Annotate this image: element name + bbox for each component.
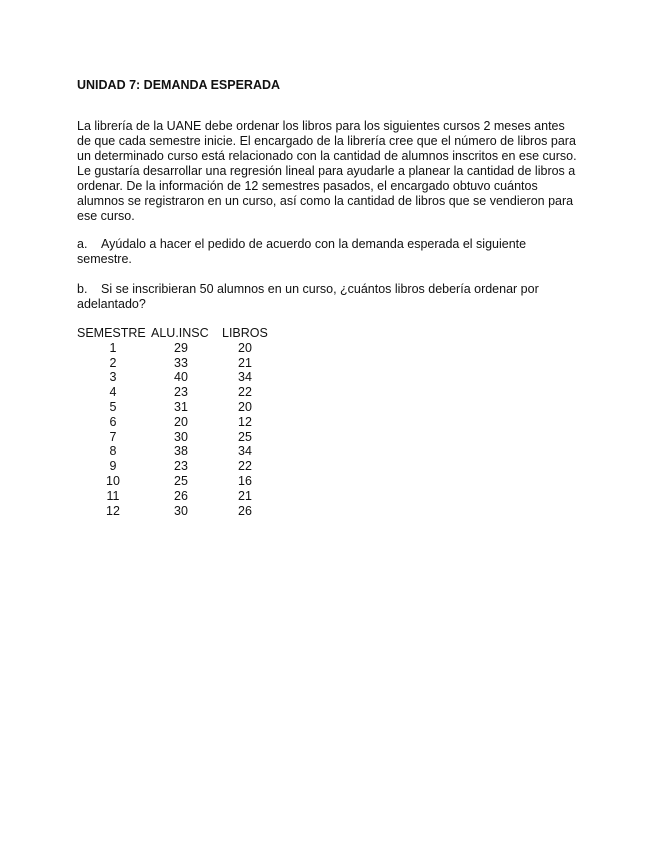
header-alumnos: ALU.INSC: [151, 326, 209, 340]
cell-semestre: 5: [109, 399, 117, 414]
header-libros: LIBROS: [222, 326, 268, 340]
cell-libros: 22: [238, 459, 252, 474]
cell-alumnos: 25: [174, 473, 188, 488]
cell-libros: 22: [238, 385, 252, 400]
cell-semestre: 3: [109, 370, 117, 385]
cell-semestre: 8: [109, 444, 117, 459]
question-b-letter: b.: [77, 282, 88, 296]
cell-semestre: 9: [109, 459, 117, 474]
cell-semestre: 6: [109, 414, 117, 429]
cell-libros: 16: [238, 473, 252, 488]
cell-libros: 21: [238, 488, 252, 503]
cell-semestre: 2: [109, 355, 117, 370]
cell-libros: 12: [238, 414, 252, 429]
cell-alumnos: 30: [174, 503, 188, 518]
cell-libros: 21: [238, 355, 252, 370]
question-a: [77, 237, 582, 267]
cell-semestre: 4: [109, 385, 117, 400]
cell-semestre: 7: [109, 429, 117, 444]
cell-alumnos: 38: [174, 444, 188, 459]
cell-semestre: 11: [106, 488, 120, 503]
cell-alumnos: 33: [174, 355, 188, 370]
cell-libros: 20: [238, 399, 252, 414]
question-a-text: Ayúdalo a hacer el pedido de acuerdo con la demanda esperada el siguiente semestre.: [77, 237, 527, 266]
question-b-text: Si se inscribieran 50 alumnos en un curso, ¿cuántos libros debería ordenar por adelantado?: [77, 282, 539, 311]
intro-paragraph: La librería de la UANE debe ordenar los libros para los siguientes cursos 2 meses antes de que cada semestre inicie. El encargado de la librería cree que el número de libros para un determinado curso está relacionado con la cantidad de alumnos inscritos en ese curso. Le gustaría desarrollar una regresión lineal para ayudarle a planear la cantidad de libros a ordenar. De la información de 12 semestres pasados, el encargado obtuvo cuántos alumnos se registraron en un curso, así como la cantidad de libros que se vendieron para ese curso.: [77, 119, 577, 223]
cell-alumnos: 26: [174, 488, 188, 503]
cell-alumnos: 23: [174, 385, 188, 400]
cell-libros: 34: [238, 444, 252, 459]
cell-libros: 26: [238, 503, 252, 518]
cell-alumnos: 23: [174, 459, 188, 474]
question-b: [77, 282, 582, 312]
cell-alumnos: 31: [174, 399, 188, 414]
cell-libros: 20: [238, 340, 252, 355]
cell-libros: 34: [238, 370, 252, 385]
cell-alumnos: 40: [174, 370, 188, 385]
cell-alumnos: 29: [174, 340, 188, 355]
cell-alumnos: 20: [174, 414, 188, 429]
cell-semestre: 10: [106, 473, 120, 488]
cell-semestre: 12: [106, 503, 120, 518]
header-semestre: SEMESTRE: [77, 326, 146, 340]
cell-semestre: 1: [109, 340, 117, 355]
page-title: UNIDAD 7: DEMANDA ESPERADA: [77, 78, 281, 92]
cell-libros: 25: [238, 429, 252, 444]
cell-alumnos: 30: [174, 429, 188, 444]
question-a-letter: a.: [77, 237, 88, 251]
